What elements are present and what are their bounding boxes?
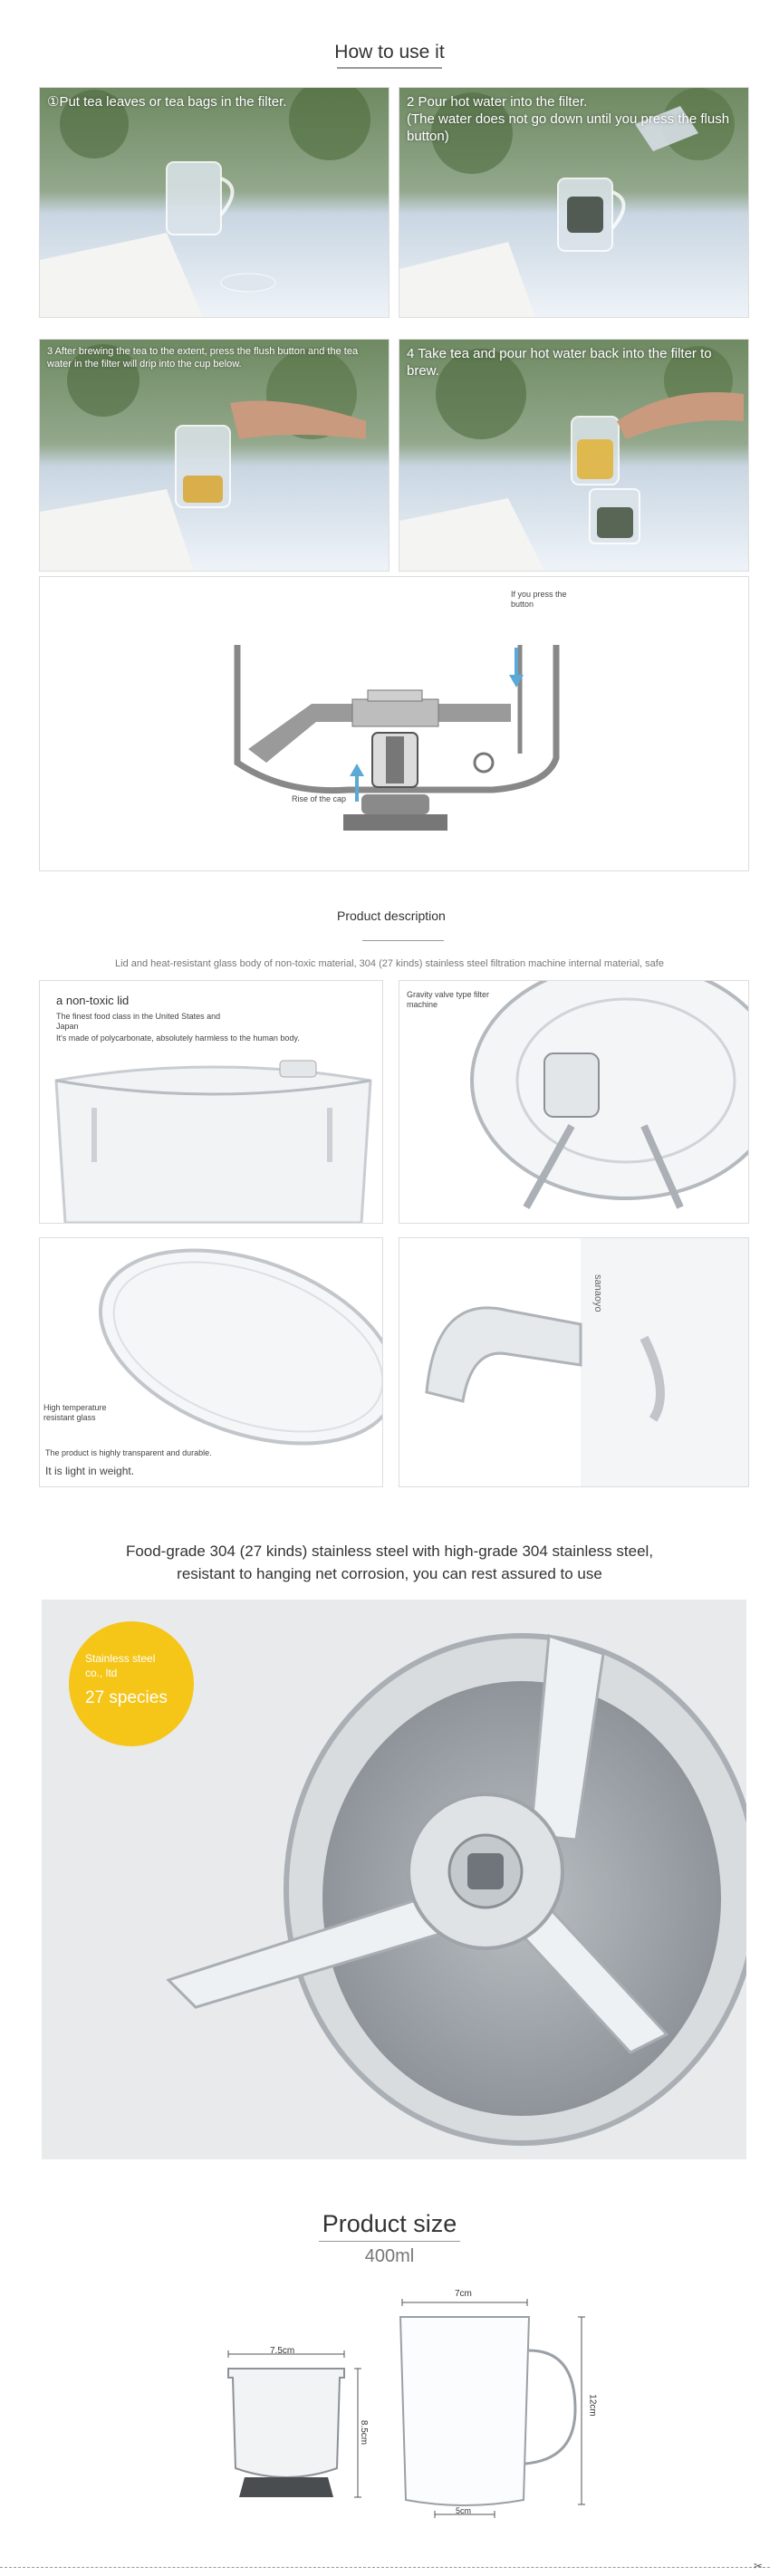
product-description-title: Product description [337, 908, 446, 923]
tile-gravity-valve [399, 980, 749, 1224]
desc-underline [362, 940, 444, 941]
product-size-title: Product size [322, 2210, 457, 2237]
tile-2-heading: Gravity valve type filter machine [407, 990, 490, 1009]
step-1-caption: ①Put tea leaves or tea bags in the filter. [47, 94, 287, 110]
product-description-subtitle: Lid and heat-resistant glass body of non-toxic material, 304 (27 kinds) stainless steel filtration machine internal material, safe [115, 958, 664, 969]
tile-non-toxic-lid [39, 980, 383, 1224]
filter-height-label: 8.5cm [359, 2419, 370, 2446]
cup-width-label: 7cm [455, 2289, 472, 2299]
step-2-caption [407, 93, 739, 145]
tile-heat-resistant-glass [39, 1237, 383, 1487]
tile-3-line2: It is light in weight. [45, 1465, 135, 1477]
size-underline [319, 2241, 460, 2242]
base-width-label: 5cm [456, 2506, 472, 2515]
badge-line-1: Stainless steel [85, 1652, 156, 1665]
scissors-icon: ✂ [754, 2560, 764, 2572]
step-3-photo [39, 339, 390, 572]
steel-filter-photo [42, 1600, 746, 2159]
step-2-photo [399, 87, 749, 318]
tile-4-brand: sanaoyo [592, 1274, 603, 1312]
tile-1-line2: It's made of polycarbonate, absolutely harmless to the human body. [56, 1033, 300, 1043]
steel-title: Food-grade 304 (27 kinds) stainless steel with high-grade 304 stainless steel, resistant to hanging net corrosion, you can rest assured to use [125, 1543, 654, 1582]
press-label: If you press the button [511, 590, 567, 609]
badge-big: 27 species [85, 1688, 168, 1707]
step-1-photo [39, 87, 390, 318]
tile-3-heading: High temperature resistant glass [43, 1403, 107, 1422]
step-3-caption: 3 After brewing the tea to the extent, press the flush button and the tea water in the filter will drip into the cup below. [47, 346, 359, 370]
badge-line-2: co., ltd [85, 1667, 118, 1679]
step-4-caption: 4 Take tea and pour hot water back into the filter to brew. [407, 346, 712, 379]
step-2-note: (The water does not go down until you press the flush button) [407, 111, 730, 144]
footer-divider [0, 2567, 770, 2568]
how-to-use-title: How to use it [334, 42, 445, 62]
filter-width-label: 7.5cm [270, 2346, 295, 2356]
steel-badge [69, 1621, 194, 1746]
capacity: 400ml [364, 2246, 415, 2266]
title-underline [337, 67, 442, 69]
cup-height-label: 12cm [587, 2394, 598, 2417]
tile-1-heading: a non-toxic lid [56, 994, 130, 1007]
tile-3-line1: The product is highly transparent and durable. [45, 1448, 212, 1457]
tile-1-line1: The finest food class in the United States and Japan [56, 1012, 221, 1031]
step-4-photo [399, 339, 749, 572]
mechanism-diagram [39, 576, 749, 871]
rise-label: Rise of the cap [292, 794, 347, 803]
step-2-text: 2 Pour hot water into the filter. [407, 94, 588, 110]
tile-handle [399, 1237, 749, 1487]
filter-size-diagram [217, 2341, 371, 2514]
cup-size-diagram [390, 2283, 598, 2527]
